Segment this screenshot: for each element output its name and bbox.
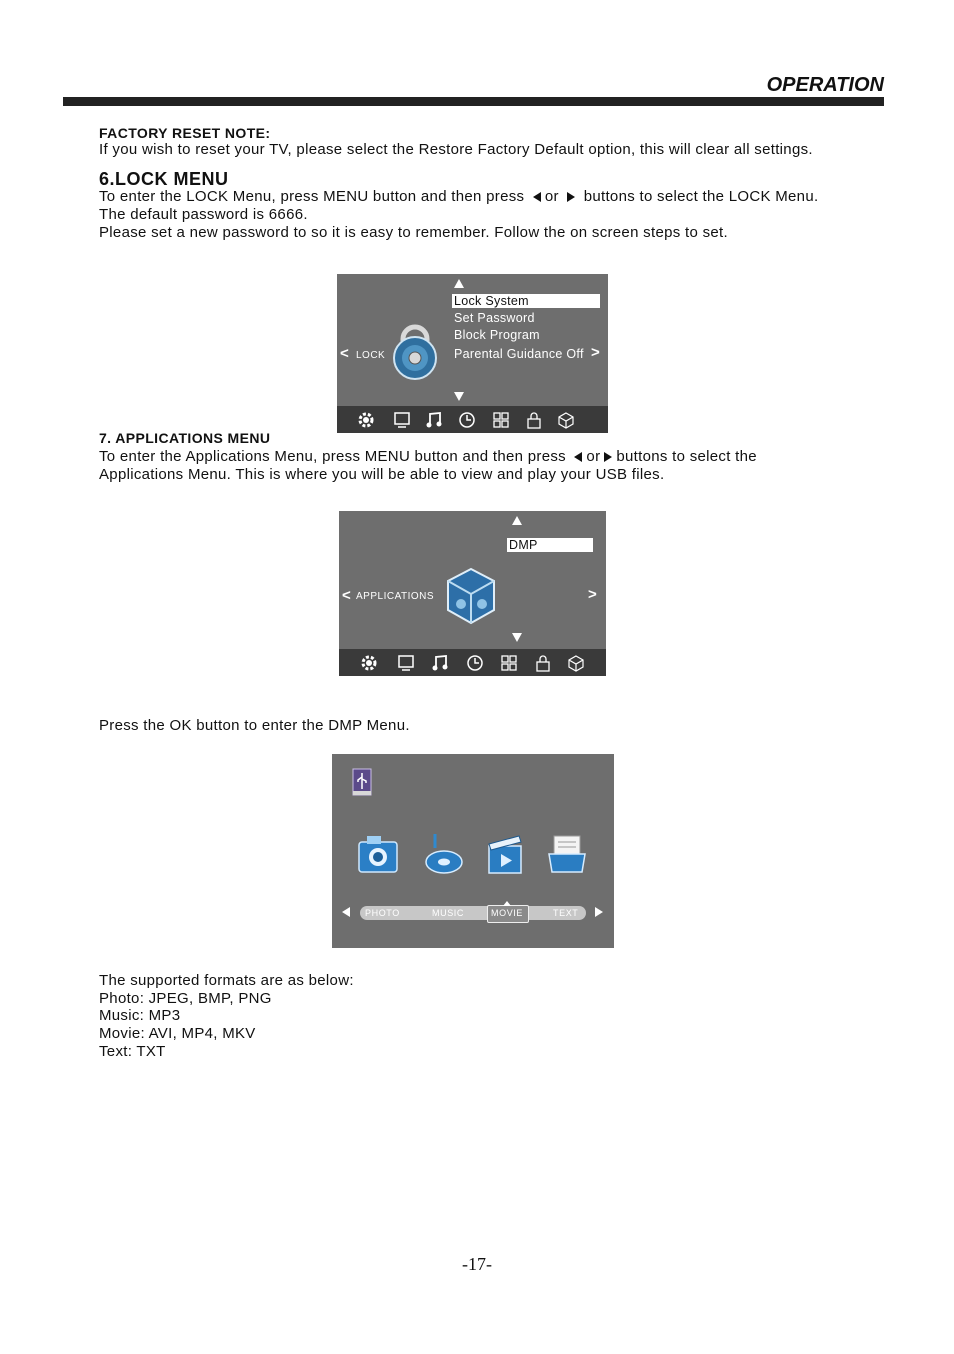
apps-line1-part-b: buttons to select the [616,448,757,465]
menu-item-block-program[interactable]: Block Program [454,328,540,342]
menu-item-set-password[interactable]: Set Password [454,311,535,325]
applications-menu-heading: 7. APPLICATIONS MENU [99,430,271,446]
lock-icon[interactable] [525,411,543,429]
right-arrow-icon [604,452,612,462]
tab-text[interactable]: TEXT [553,908,579,918]
nav-right-arrow[interactable]: > [588,586,597,603]
menu-item-parental-guidance[interactable]: Parental Guidance Off [454,347,584,361]
dmp-menu-screenshot [332,754,614,948]
settings-icon[interactable] [357,411,375,429]
applications-line1 [99,448,757,466]
lock-line1-part-a: To enter the LOCK Menu, press MENU button and then press [99,188,525,205]
nav-right-arrow[interactable]: > [591,344,600,361]
section-title: OPERATION [766,74,884,96]
factory-reset-heading: FACTORY RESET NOTE: [99,125,271,141]
padlock-dial-icon [389,324,441,382]
cube-icon[interactable] [567,654,585,672]
menu-item-dmp[interactable]: DMP [507,538,593,552]
grid-icon[interactable] [500,654,518,672]
lock-menu-heading: 6.LOCK MENU [99,169,229,189]
text-document-icon[interactable] [546,834,588,876]
dmp-instruction: Press the OK button to enter the DMP Menu. [99,717,410,734]
menu-icon-bar [337,406,608,433]
nav-left-arrow[interactable]: < [340,345,349,362]
lock-icon[interactable] [534,654,552,672]
page-number: -17- [462,1254,492,1274]
clock-icon[interactable] [466,654,484,672]
tv-icon[interactable] [397,654,415,672]
dmp-right-arrow[interactable] [595,907,603,917]
apps-line1-part-a: To enter the Applications Menu, press MENU button and then press [99,448,566,465]
category-label: LOCK [356,350,386,361]
applications-cube-icon [445,566,497,626]
tab-movie[interactable]: MOVIE [491,908,524,918]
grid-icon[interactable] [492,411,510,429]
formats-text: Text: TXT [99,1043,166,1060]
selection-caret-icon [503,901,511,906]
dmp-left-arrow[interactable] [342,907,350,917]
clock-icon[interactable] [458,411,476,429]
factory-reset-text: If you wish to reset your TV, please select the Restore Factory Default option, this will clear all settings. [99,141,813,158]
music-note-icon[interactable] [425,411,443,429]
applications-line2: Applications Menu. This is where you will be able to view and play your USB files. [99,466,665,483]
formats-intro: The supported formats are as below: [99,972,354,989]
up-arrow-icon [454,279,464,288]
header-divider [63,97,884,106]
formats-music: Music: MP3 [99,1007,181,1024]
apps-line1-or: or [586,448,601,465]
settings-icon[interactable] [360,654,378,672]
menu-item-lock-system[interactable]: Lock System [452,294,600,308]
menu-icon-bar [339,649,606,676]
tab-music[interactable]: MUSIC [432,908,464,918]
right-arrow-icon [567,192,575,202]
movie-clapper-icon[interactable] [486,832,526,876]
lock-line1-or: or [544,188,559,205]
tv-icon[interactable] [393,411,411,429]
tab-photo[interactable]: PHOTO [365,908,400,918]
formats-movie: Movie: AVI, MP4, MKV [99,1025,256,1042]
camera-icon[interactable] [357,832,399,876]
lock-menu-line1 [99,188,818,206]
formats-photo: Photo: JPEG, BMP, PNG [99,990,272,1007]
lock-menu-line3: Please set a new password to so it is easy to remember. Follow the on screen steps to set. [99,224,728,241]
applications-menu-screenshot [339,511,606,676]
down-arrow-icon [454,392,464,401]
left-arrow-icon [533,192,541,202]
usb-drive-icon[interactable] [350,767,374,797]
lock-line1-part-b: buttons to select the LOCK Menu. [583,188,819,205]
music-note-icon[interactable] [431,654,449,672]
music-disc-icon[interactable] [423,832,465,876]
category-label: APPLICATIONS [356,591,435,602]
down-arrow-icon [512,633,522,642]
up-arrow-icon [512,516,522,525]
lock-menu-line2: The default password is 6666. [99,206,308,223]
lock-menu-screenshot [337,274,608,433]
left-arrow-icon [574,452,582,462]
nav-left-arrow[interactable]: < [342,587,351,604]
cube-icon[interactable] [557,411,575,429]
